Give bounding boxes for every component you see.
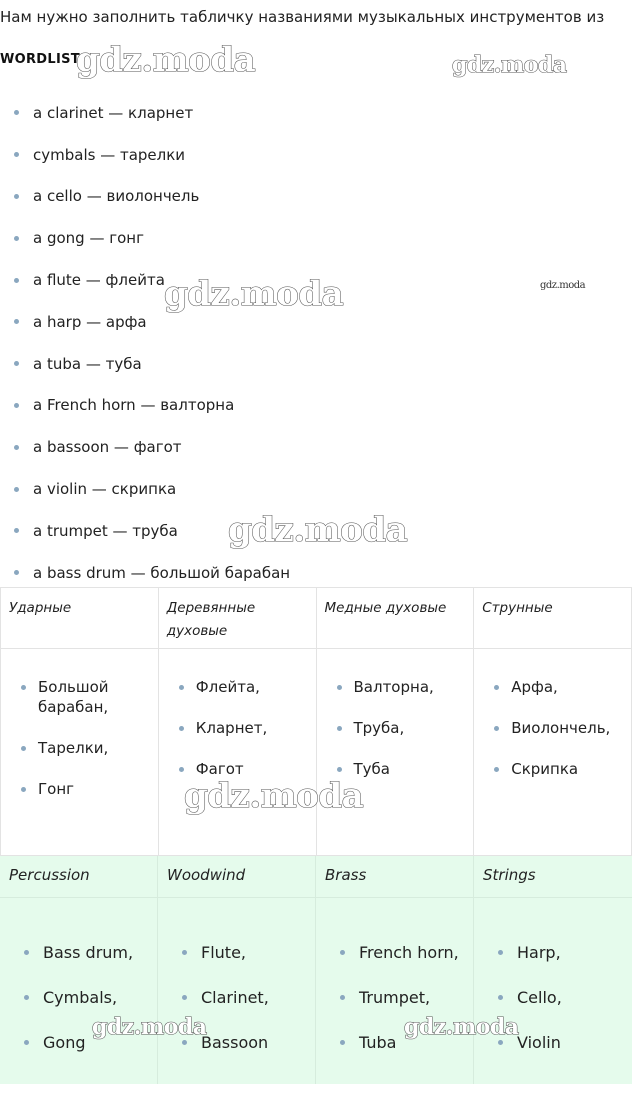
- bullet-icon: [24, 950, 29, 955]
- bullet-icon: [337, 685, 342, 690]
- bullet-icon: [21, 746, 26, 751]
- bullet-icon: [340, 995, 345, 1000]
- bullet-icon: [24, 1040, 29, 1045]
- word-entry: a bass drum — большой барабан: [33, 563, 291, 582]
- table-header: Ударные: [1, 588, 159, 649]
- list-item: [340, 930, 465, 975]
- list-item: [14, 134, 614, 176]
- word-entry: a violin — скрипка: [33, 480, 177, 499]
- bullet-icon: [182, 1040, 187, 1045]
- wordlist-label: WORDLIST: [0, 52, 80, 67]
- cell-text: French horn,: [359, 943, 459, 962]
- word-entry: cymbals — тарелки: [33, 145, 186, 164]
- bullet-icon: [494, 767, 499, 772]
- english-table: [0, 856, 632, 1084]
- cell-text: Cymbals,: [43, 988, 118, 1007]
- watermark: gdz.moda: [76, 40, 256, 80]
- list-item: [337, 677, 466, 697]
- table-cell: [316, 898, 474, 1084]
- watermark: gdz.moda: [452, 52, 567, 78]
- cell-text: Clarinet,: [201, 988, 269, 1007]
- bullet-icon: [21, 685, 26, 690]
- list-item: [179, 718, 308, 738]
- cell-text: Валторна,: [353, 678, 434, 696]
- list-item: [21, 738, 150, 758]
- bullet-icon: [14, 152, 19, 157]
- bullet-icon: [14, 570, 19, 575]
- bullet-icon: [179, 685, 184, 690]
- cell-text: Туба: [353, 760, 390, 778]
- list-item: [14, 385, 614, 427]
- watermark: gdz.moda: [540, 280, 586, 291]
- cell-text: Фагот: [195, 760, 244, 778]
- word-entry: a trumpet — труба: [33, 521, 178, 540]
- cell-text: Bassoon: [201, 1033, 269, 1052]
- list-item: [14, 92, 614, 134]
- table-header: Деревянные духовые: [158, 588, 316, 649]
- list-item: [14, 176, 614, 218]
- intro-text: Нам нужно заполнить табличку названиями музыкальных инструментов из: [0, 8, 605, 26]
- list-item: [14, 343, 614, 385]
- cell-text: Кларнет,: [195, 719, 268, 737]
- word-entry: a harp — арфа: [33, 312, 147, 331]
- bullet-icon: [14, 110, 19, 115]
- word-entry: a French horn — валторна: [33, 396, 235, 415]
- watermark: gdz.moda: [164, 274, 344, 314]
- table-header: Strings: [483, 866, 536, 884]
- list-item: [494, 759, 623, 779]
- bullet-icon: [14, 194, 19, 199]
- bullet-icon: [340, 950, 345, 955]
- bullet-icon: [337, 767, 342, 772]
- bullet-icon: [494, 685, 499, 690]
- table-header: Brass: [316, 856, 474, 897]
- table-cell: [474, 649, 632, 856]
- table-header: Медные духовые: [316, 588, 474, 649]
- cell-text: Flute,: [201, 943, 246, 962]
- list-item: [14, 301, 614, 343]
- cell-text: Виолончель,: [511, 719, 611, 737]
- cell-text: Violin: [517, 1033, 561, 1052]
- list-item: [494, 718, 623, 738]
- list-item: [494, 677, 623, 697]
- table-cell: [316, 649, 474, 856]
- cell-text: Gong: [43, 1033, 86, 1052]
- bullet-icon: [14, 236, 19, 241]
- watermark: gdz.moda: [92, 1014, 207, 1040]
- word-entry: a tuba — туба: [33, 354, 142, 373]
- bullet-icon: [14, 403, 19, 408]
- bullet-icon: [14, 528, 19, 533]
- cell-text: Флейта,: [195, 678, 260, 696]
- cell-text: Скрипка: [511, 760, 579, 778]
- list-item: [182, 930, 307, 975]
- table-cell: [1, 649, 159, 856]
- bullet-icon: [179, 726, 184, 731]
- list-item: [14, 259, 614, 301]
- word-entry: a cello — виолончель: [33, 187, 200, 206]
- bullet-icon: [337, 726, 342, 731]
- bullet-icon: [14, 319, 19, 324]
- watermark: gdz.moda: [184, 776, 364, 816]
- word-entry: a clarinet — кларнет: [33, 103, 194, 122]
- bullet-icon: [494, 726, 499, 731]
- cell-text: Большой барабан,: [38, 678, 109, 716]
- watermark: gdz.moda: [228, 510, 408, 550]
- cell-text: Гонг: [38, 780, 75, 798]
- list-item: [179, 677, 308, 697]
- list-item: [21, 677, 150, 717]
- watermark: gdz.moda: [404, 1014, 519, 1040]
- table-cell: [158, 898, 316, 1084]
- bullet-icon: [14, 445, 19, 450]
- word-entry: a flute — флейта: [33, 271, 165, 290]
- bullet-icon: [182, 950, 187, 955]
- bullet-icon: [498, 1040, 503, 1045]
- cell-text: Bass drum,: [43, 943, 134, 962]
- table-cell: [158, 649, 316, 856]
- cell-text: Trumpet,: [359, 988, 431, 1007]
- list-item: [24, 930, 149, 975]
- table-cell: [0, 898, 158, 1084]
- word-entry: a bassoon — фагот: [33, 438, 182, 457]
- list-item: [21, 779, 150, 799]
- bullet-icon: [182, 995, 187, 1000]
- list-item: [14, 426, 614, 468]
- bullet-icon: [498, 950, 503, 955]
- word-entry: a gong — гонг: [33, 229, 144, 248]
- bullet-icon: [21, 787, 26, 792]
- table-cell: [474, 898, 632, 1084]
- bullet-icon: [14, 278, 19, 283]
- bullet-icon: [14, 487, 19, 492]
- bullet-icon: [179, 767, 184, 772]
- cell-text: Cello,: [517, 988, 562, 1007]
- bullet-icon: [14, 361, 19, 366]
- table-header: Струнные: [474, 588, 632, 649]
- cell-text: Тарелки,: [38, 739, 109, 757]
- list-item: [337, 718, 466, 738]
- table-header: Woodwind: [158, 856, 316, 897]
- list-item: [14, 217, 614, 259]
- list-item: [498, 930, 624, 975]
- bullet-icon: [498, 995, 503, 1000]
- list-item: [14, 468, 614, 510]
- cell-text: Tuba: [359, 1033, 397, 1052]
- cell-text: Harp,: [517, 943, 561, 962]
- table-header: Percussion: [0, 856, 158, 897]
- bullet-icon: [340, 1040, 345, 1045]
- bullet-icon: [24, 995, 29, 1000]
- cell-text: Арфа,: [511, 678, 558, 696]
- cell-text: Труба,: [353, 719, 405, 737]
